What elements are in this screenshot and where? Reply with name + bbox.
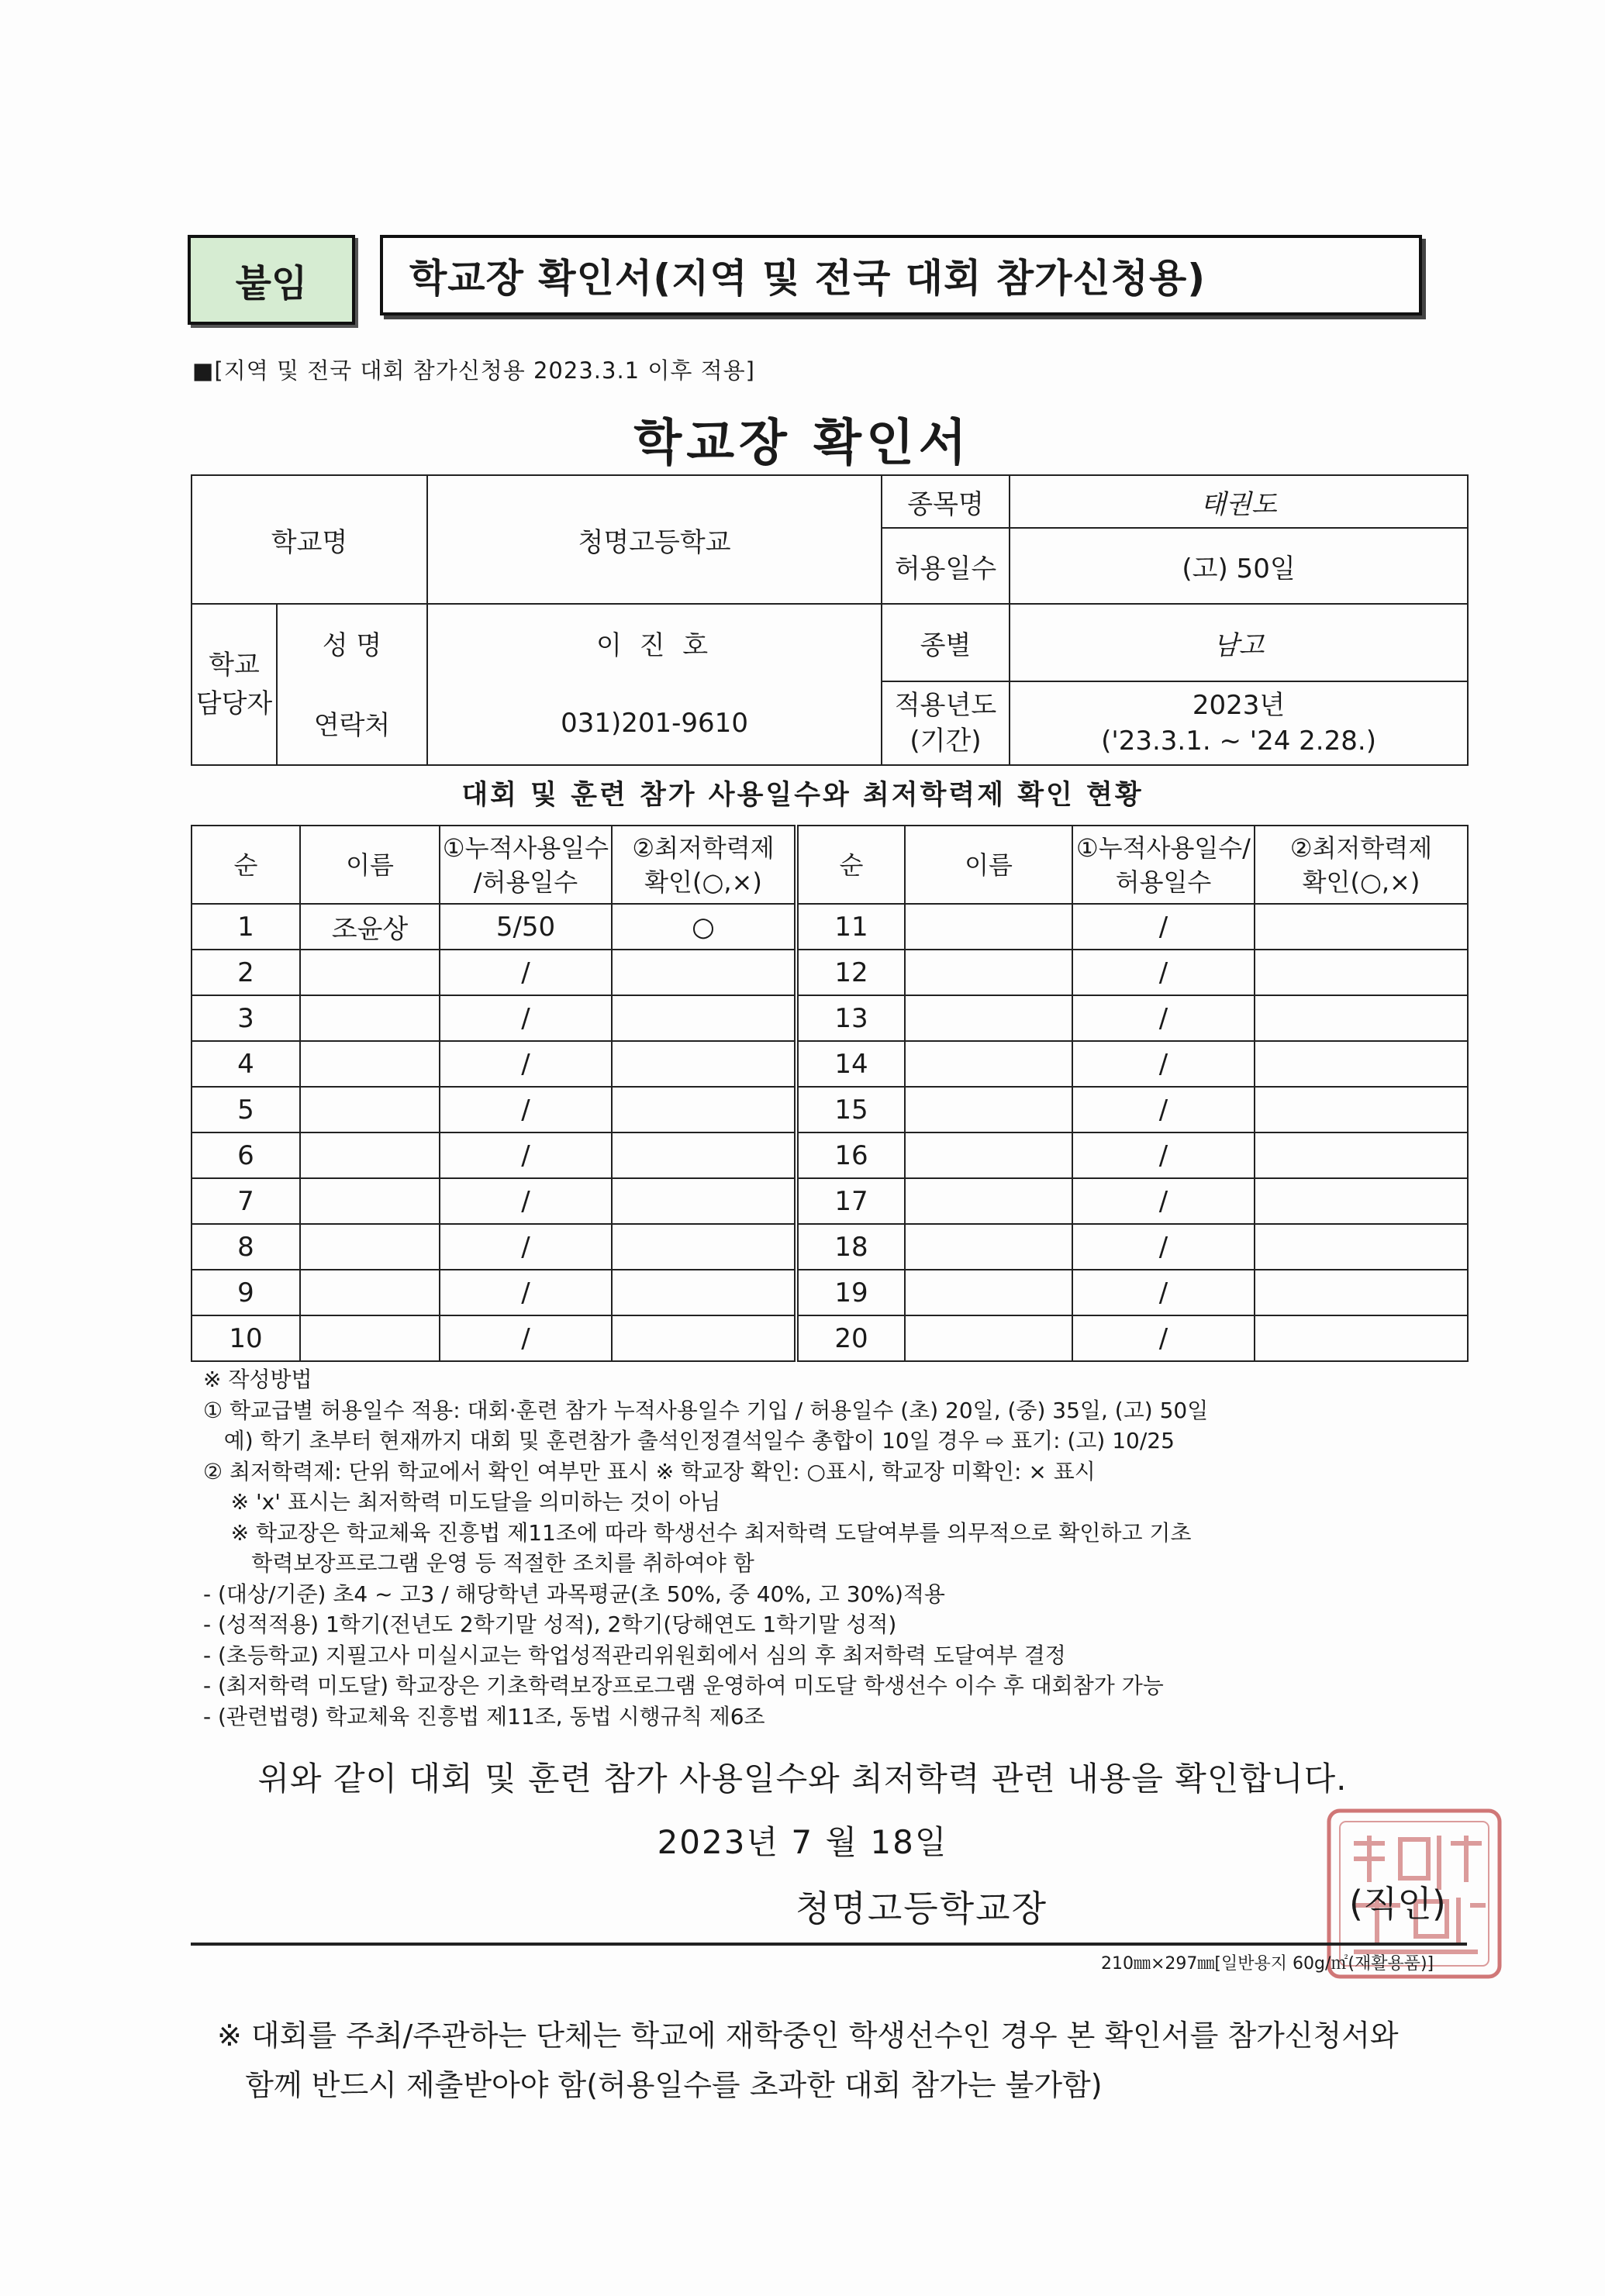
row-check-2 (1255, 1041, 1468, 1087)
writing-instructions (203, 1364, 1208, 1732)
row-name (300, 995, 440, 1041)
table-row (192, 1087, 1468, 1132)
instruction-line: 예) 학기 초부터 현재까지 대회 및 훈련참가 출석인정결석일수 총합이 10일 경우 ⇨ 표기: (고) 10/25 (203, 1428, 1175, 1453)
row-name-2 (905, 995, 1072, 1041)
gender-value: 남고 (1010, 604, 1468, 681)
instruction-line: - (최저학력 미도달) 학교장은 기초학력보장프로그램 운영하여 미도달 학생선수 이수 후 대회참가 가능 (203, 1673, 1164, 1698)
row-name (300, 1132, 440, 1178)
year-label: 적용년도 (기간) (882, 681, 1010, 765)
row-days-2: / (1072, 904, 1255, 950)
row-check (612, 995, 796, 1041)
table-row (192, 1132, 1468, 1178)
instruction-line: ※ 작성방법 (203, 1367, 312, 1392)
row-days-2: / (1072, 1087, 1255, 1132)
row-check-2 (1255, 995, 1468, 1041)
row-check (612, 1270, 796, 1315)
row-check (612, 1132, 796, 1178)
row-name-2 (905, 904, 1072, 950)
status-table (191, 825, 1469, 1362)
table-row (192, 950, 1468, 995)
page-title: 학교장 확인서 (633, 415, 972, 472)
sport-label: 종목명 (882, 475, 1010, 528)
row-days-2: / (1072, 1178, 1255, 1224)
paper-spec: 210㎜×297㎜[일반용지 60g/㎡(재활용품)] (1101, 1954, 1434, 1974)
row-name-2 (905, 1041, 1072, 1087)
allowed-days-value: (고) 50일 (1010, 528, 1468, 604)
row-days: / (440, 1270, 612, 1315)
header-name: 이름 (300, 826, 440, 904)
row-no: 7 (192, 1178, 300, 1224)
row-name-2 (905, 950, 1072, 995)
row-name-2 (905, 1224, 1072, 1270)
row-name (300, 1270, 440, 1315)
row-no-2: 11 (796, 904, 905, 950)
row-no-2: 15 (796, 1087, 905, 1132)
row-check-2 (1255, 1315, 1468, 1361)
row-check-2 (1255, 1132, 1468, 1178)
instruction-line: 학력보장프로그램 운영 등 적절한 조치를 취하여야 함 (203, 1550, 754, 1576)
form-title: 학교장 확인서(지역 및 전국 대회 참가신청용) (380, 235, 1422, 315)
row-name-2 (905, 1087, 1072, 1132)
table-row (192, 1315, 1468, 1361)
row-name-2 (905, 1315, 1072, 1361)
row-no: 9 (192, 1270, 300, 1315)
gender-label: 종별 (882, 604, 1010, 681)
row-check: ○ (612, 904, 796, 950)
row-check-2 (1255, 950, 1468, 995)
row-check (612, 1041, 796, 1087)
row-no-2: 13 (796, 995, 905, 1041)
row-check-2 (1255, 1178, 1468, 1224)
table-row (192, 904, 1468, 950)
attachment-label: 붙임 (188, 235, 355, 325)
school-name: 청명고등학교 (427, 475, 882, 604)
row-no-2: 16 (796, 1132, 905, 1178)
row-days-2: / (1072, 995, 1255, 1041)
row-days: / (440, 1041, 612, 1087)
table-row (192, 1178, 1468, 1224)
row-check (612, 950, 796, 995)
confirmation-text: 위와 같이 대회 및 훈련 참가 사용일수와 최저학력 관련 내용을 확인합니다. (257, 1760, 1348, 1798)
principal-name: 청명고등학교장 (796, 1887, 1048, 1929)
row-no: 6 (192, 1132, 300, 1178)
row-days-2: / (1072, 1041, 1255, 1087)
row-days: / (440, 1087, 612, 1132)
divider (191, 1943, 1467, 1946)
contact-label: 학교 담당자 (192, 604, 277, 765)
row-name (300, 1041, 440, 1087)
instruction-line: ※ 학교장은 학교체육 진흥법 제11조에 따라 학생선수 최저학력 도달여부를 의무적으로 확인하고 기초 (203, 1519, 1192, 1546)
row-days: / (440, 950, 612, 995)
row-no: 8 (192, 1224, 300, 1270)
row-name-2 (905, 1178, 1072, 1224)
row-days-2: / (1072, 1132, 1255, 1178)
row-days-2: / (1072, 1315, 1255, 1361)
contact-phone: 031)201-9610 (427, 681, 882, 765)
table-row (192, 1041, 1468, 1087)
table-header-row (192, 826, 1468, 904)
header-no-2: 순 (796, 826, 905, 904)
row-check-2 (1255, 1087, 1468, 1132)
row-name: 조윤상 (300, 904, 440, 950)
school-name-label: 학교명 (192, 475, 427, 604)
instruction-line: - (관련법령) 학교체육 진흥법 제11조, 동법 시행규칙 제6조 (203, 1703, 765, 1729)
table-row (192, 1270, 1468, 1315)
instruction-line: ※ 'x' 표시는 최저학력 미도달을 의미하는 것이 아님 (203, 1489, 721, 1515)
instruction-line: - (대상/기준) 초4 ~ 고3 / 해당학년 과목평균(초 50%, 중 40%, 고 30%)적용 (203, 1581, 945, 1607)
row-name (300, 1178, 440, 1224)
seal-label: (직인) (1349, 1883, 1446, 1925)
row-name-2 (905, 1270, 1072, 1315)
instruction-line: - (성적적용) 1학기(전년도 2학기말 성적), 2학기(당해연도 1학기말 성적) (203, 1612, 897, 1637)
row-days: / (440, 995, 612, 1041)
instruction-line: - (초등학교) 지필고사 미실시교는 학업성적관리위원회에서 심의 후 최저학력 도달여부 결정 (203, 1642, 1066, 1668)
row-days-2: / (1072, 1270, 1255, 1315)
status-heading: 대회 및 훈련 참가 사용일수와 최저학력제 확인 현황 (461, 780, 1144, 811)
contact-name: 이 진 호 (427, 604, 882, 681)
period-value: ('23.3.1. ~ '24 2.28.) (1101, 726, 1376, 757)
row-no: 5 (192, 1087, 300, 1132)
row-name-2 (905, 1132, 1072, 1178)
table-row (192, 995, 1468, 1041)
row-days: / (440, 1315, 612, 1361)
row-days: / (440, 1132, 612, 1178)
row-no: 2 (192, 950, 300, 995)
phone-label: 연락처 (277, 681, 427, 765)
header-name-2: 이름 (905, 826, 1072, 904)
confirmation-date: 2023년 7 월 18일 (657, 1823, 948, 1861)
row-no-2: 20 (796, 1315, 905, 1361)
header-days-2: ①누적사용일수/ 허용일수 (1072, 826, 1255, 904)
row-days-2: / (1072, 950, 1255, 995)
row-check (612, 1315, 796, 1361)
instruction-line: ① 학교급별 허용일수 적용: 대회·훈련 참가 누적사용일수 기입 / 허용일수 (초) 20일, (중) 35일, (고) 50일 (203, 1397, 1209, 1423)
instruction-line: ② 최저학력제: 단위 학교에서 확인 여부만 표시 ※ 학교장 확인: ○표시, 학교장 미확인: × 표시 (203, 1458, 1096, 1484)
row-name (300, 1087, 440, 1132)
sport-value: 태권도 (1010, 475, 1468, 528)
row-no-2: 14 (796, 1041, 905, 1087)
row-no-2: 17 (796, 1178, 905, 1224)
row-check (612, 1087, 796, 1132)
header-no: 순 (192, 826, 300, 904)
row-no-2: 18 (796, 1224, 905, 1270)
row-no-2: 12 (796, 950, 905, 995)
row-check-2 (1255, 904, 1468, 950)
row-no-2: 19 (796, 1270, 905, 1315)
row-days: / (440, 1224, 612, 1270)
row-no: 1 (192, 904, 300, 950)
allowed-days-label: 허용일수 (882, 528, 1010, 604)
table-row (192, 1224, 1468, 1270)
header-days: ①누적사용일수 /허용일수 (440, 826, 612, 904)
row-name (300, 1224, 440, 1270)
year-value: 2023년 (1192, 690, 1286, 721)
row-no: 4 (192, 1041, 300, 1087)
info-table (191, 474, 1469, 766)
header-check-2: ②최저학력제 확인(○,×) (1255, 826, 1468, 904)
row-no: 10 (192, 1315, 300, 1361)
row-name (300, 1315, 440, 1361)
name-label: 성 명 (277, 604, 427, 681)
row-check-2 (1255, 1224, 1468, 1270)
row-check (612, 1178, 796, 1224)
subtitle-note: ■[지역 및 전국 대회 참가신청용 2023.3.1 이후 적용] (192, 357, 755, 384)
row-name (300, 950, 440, 995)
header-check: ②최저학력제 확인(○,×) (612, 826, 796, 904)
row-days: / (440, 1178, 612, 1224)
row-days-2: / (1072, 1224, 1255, 1270)
footer-note: ※ 대회를 주최/주관하는 단체는 학교에 재학중인 학생선수인 경우 본 확인서를 참가신청서와 함께 반드시 제출받아야 함(허용일수를 초과한 대회 참가는 불가함) (217, 2018, 1399, 2102)
row-check-2 (1255, 1270, 1468, 1315)
row-days: 5/50 (440, 904, 612, 950)
year-cell (1010, 681, 1468, 765)
row-check (612, 1224, 796, 1270)
row-no: 3 (192, 995, 300, 1041)
